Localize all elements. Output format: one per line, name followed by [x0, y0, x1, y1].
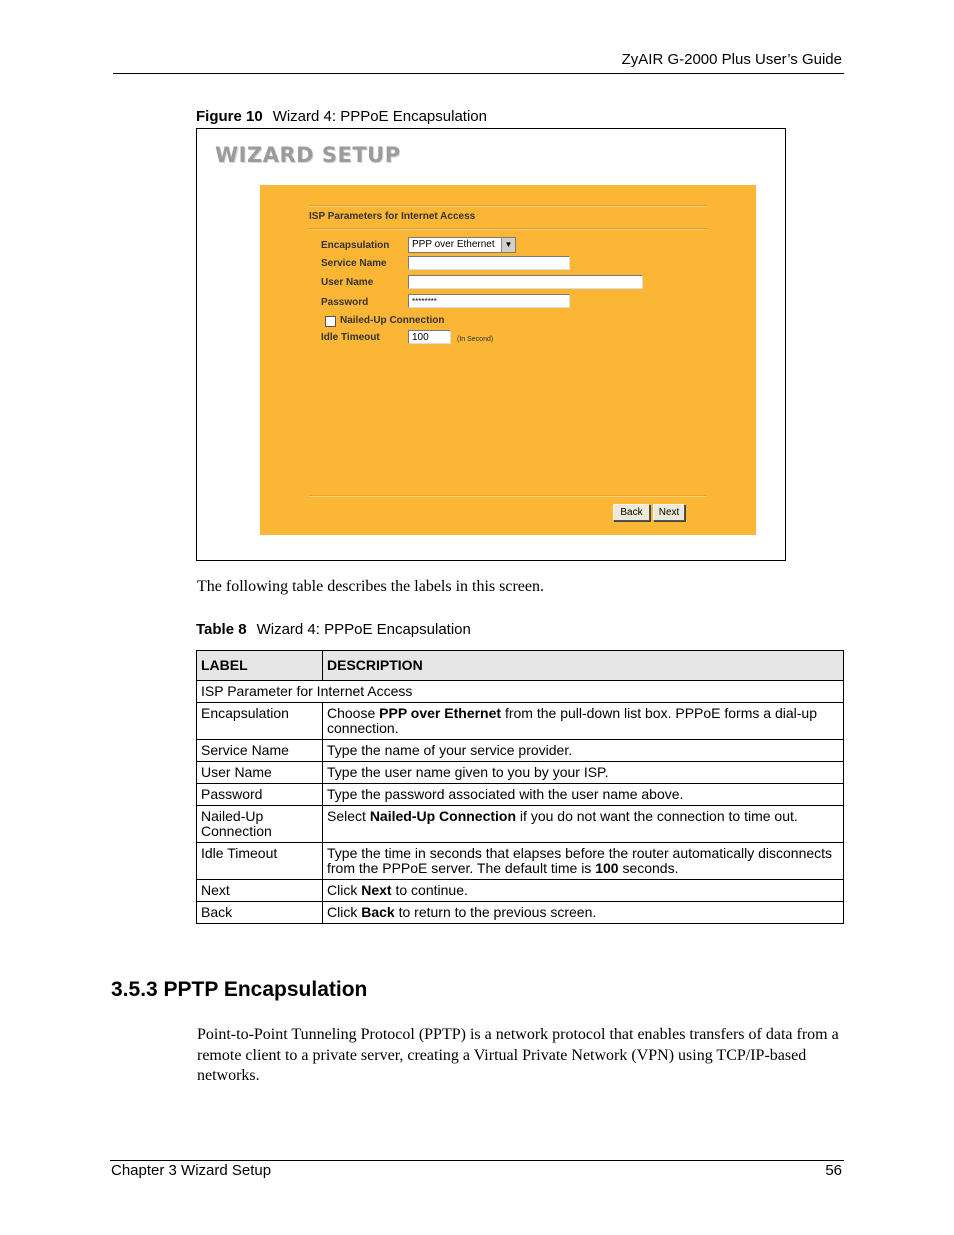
label-description-table	[196, 650, 844, 924]
section-row-cell: ISP Parameter for Internet Access	[197, 681, 844, 703]
wizard-screenshot	[196, 128, 786, 561]
password-label: Password	[321, 297, 369, 308]
row-label: Back	[197, 902, 323, 924]
description-text: Type the name of your service provider.	[327, 742, 573, 758]
divider	[309, 205, 707, 207]
description-text: Click	[327, 882, 362, 898]
nailed-up-checkbox[interactable]	[325, 316, 336, 327]
row-label: Encapsulation	[197, 703, 323, 740]
service-name-input[interactable]	[408, 256, 570, 270]
description-text: seconds.	[618, 860, 679, 876]
description-emphasis: Next	[361, 882, 392, 898]
description-text: Choose	[327, 705, 380, 721]
row-label: Idle Timeout	[197, 843, 323, 880]
row-label: Service Name	[197, 740, 323, 762]
description-text: to continue.	[391, 882, 468, 898]
row-description	[323, 784, 844, 806]
description-emphasis: Back	[361, 904, 395, 920]
user-name-input[interactable]	[408, 275, 643, 289]
description-text: from the pull-down list box. PPPoE forms a dial-up connection.	[327, 705, 817, 736]
table-header-row	[197, 651, 844, 681]
column-header-description: DESCRIPTION	[323, 651, 844, 681]
chevron-down-icon[interactable]: ▼	[501, 238, 515, 252]
row-description	[323, 762, 844, 784]
footer-rule	[110, 1160, 844, 1161]
table-row	[197, 740, 844, 762]
divider	[309, 228, 707, 230]
figure-caption	[196, 108, 487, 125]
table-title: Wizard 4: PPPoE Encapsulation	[256, 621, 471, 638]
table-row	[197, 703, 844, 740]
header-rule	[113, 73, 844, 74]
row-label: Password	[197, 784, 323, 806]
description-emphasis: Nailed-Up Connection	[369, 808, 517, 824]
description-text: Select	[327, 808, 370, 824]
password-input[interactable]: ********	[408, 294, 570, 308]
description-emphasis: PPP over Ethernet	[379, 705, 502, 721]
row-description	[323, 703, 844, 740]
row-description	[323, 740, 844, 762]
table-row	[197, 806, 844, 843]
nailed-up-label: Nailed-Up Connection	[340, 315, 445, 326]
wizard-panel	[260, 185, 756, 535]
divider	[309, 495, 707, 497]
table-row	[197, 762, 844, 784]
description-emphasis: 100	[595, 860, 619, 876]
encapsulation-select[interactable]	[408, 237, 516, 253]
figure-label: Figure 10	[196, 108, 263, 125]
section-body: Point-to-Point Tunneling Protocol (PPTP) is a network protocol that enables transfers of data from a remote client to a private server, creating a Virtual Private Network (VPN) using TCP/IP-based networks.	[197, 1026, 839, 1084]
footer-chapter: Chapter 3 Wizard Setup	[111, 1162, 272, 1179]
running-header: ZyAIR G-2000 Plus User’s Guide	[621, 51, 842, 68]
table-row	[197, 902, 844, 924]
service-name-label: Service Name	[321, 258, 387, 269]
section-heading: 3.5.3 PPTP Encapsulation	[111, 978, 368, 1001]
idle-timeout-hint: (In Second)	[457, 336, 494, 343]
table-row	[197, 784, 844, 806]
idle-timeout-label: Idle Timeout	[321, 332, 380, 343]
figure-title: Wizard 4: PPPoE Encapsulation	[272, 108, 487, 125]
intro-paragraph: The following table describes the labels in this screen.	[197, 578, 545, 595]
description-text: Click	[327, 904, 362, 920]
row-label: User Name	[197, 762, 323, 784]
user-name-label: User Name	[321, 277, 374, 288]
description-text: to return to the previous screen.	[394, 904, 597, 920]
table-label: Table 8	[196, 621, 247, 638]
encapsulation-label: Encapsulation	[321, 240, 390, 251]
page-number: 56	[825, 1162, 842, 1179]
isp-parameters-heading: ISP Parameters for Internet Access	[309, 211, 476, 222]
row-description	[323, 806, 844, 843]
table-row	[197, 880, 844, 902]
idle-timeout-input[interactable]: 100	[408, 330, 451, 344]
column-header-label: LABEL	[197, 651, 323, 681]
back-button[interactable]: Back	[613, 504, 650, 521]
description-text: Type the time in seconds that elapses before the router automatically disconnects from the PPPoE server. The default time is	[327, 845, 833, 876]
encapsulation-value: PPP over Ethernet	[412, 239, 495, 250]
row-label: Next	[197, 880, 323, 902]
table-caption	[196, 621, 471, 638]
table-row	[197, 843, 844, 880]
row-description	[323, 902, 844, 924]
wizard-title: WIZARD SETUP	[215, 143, 401, 167]
row-description	[323, 880, 844, 902]
row-label: Nailed-Up Connection	[197, 806, 323, 843]
next-button[interactable]: Next	[653, 504, 685, 521]
description-text: if you do not want the connection to time out.	[516, 808, 798, 824]
row-description	[323, 843, 844, 880]
description-text: Type the user name given to you by your ISP.	[327, 764, 609, 780]
table-section-row	[197, 681, 844, 703]
description-text: Type the password associated with the user name above.	[327, 786, 684, 802]
